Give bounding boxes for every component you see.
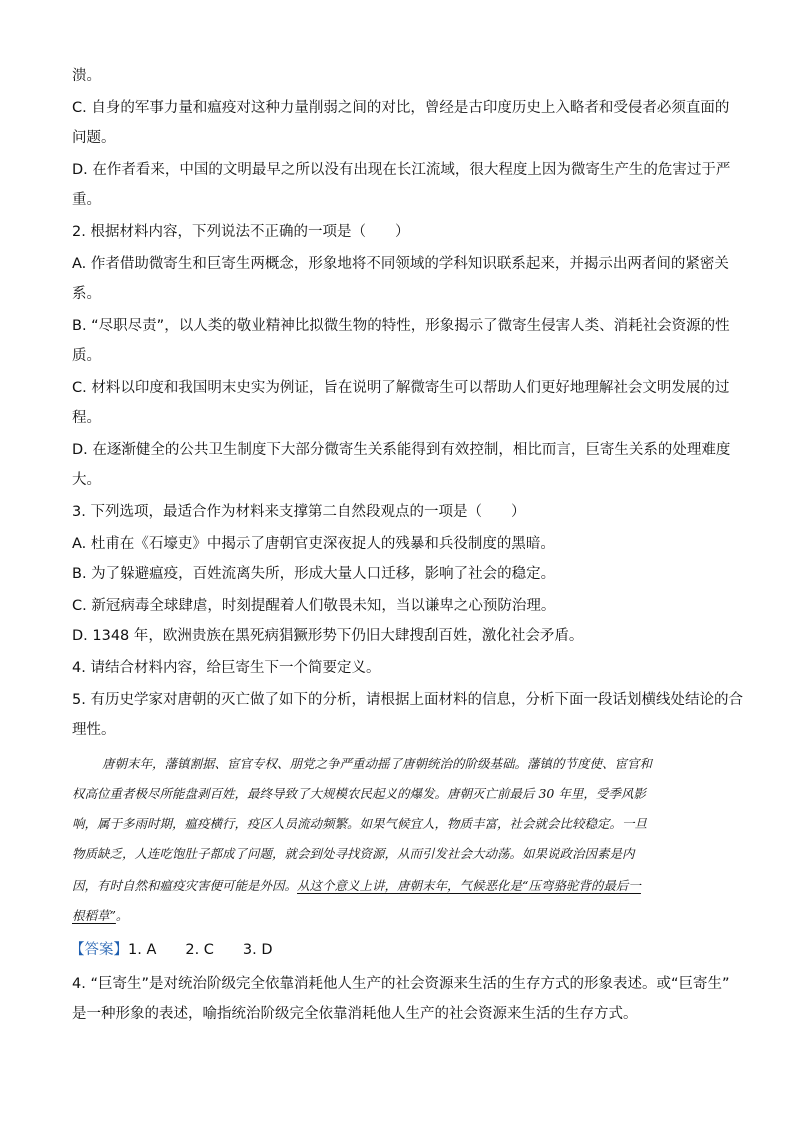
answer-label: 【答案】 bbox=[70, 942, 128, 958]
option-a-line: A. 作者借助微寄生和巨寄生两概念，形象地将不同领域的学科知识联系起来，并揭示出两者间的紧密关 bbox=[72, 256, 729, 272]
option-d-line: D. 在逐渐健全的公共卫生制度下大部分微寄生关系能得到有效控制，相比而言，巨寄生关系的处理难度 bbox=[72, 442, 731, 458]
option-d-line: D. 1348 年，欧洲贵族在黑死病猖獗形势下仍旧大肆搜刮百姓，激化社会矛盾。 bbox=[72, 628, 584, 644]
option-a-line: A. 杜甫在《石壕吏》中揭示了唐朝官吏深夜捉人的残暴和兵役制度的黑暗。 bbox=[72, 536, 555, 552]
option-c-line: C. 材料以印度和我国明末史实为例证，旨在说明了解微寄生可以帮助人们更好地理解社会文明发展的过 bbox=[72, 380, 730, 396]
underlined-conclusion: 根稻草” bbox=[72, 908, 116, 923]
option-d-line: D. 在作者看来，中国的文明最早之所以没有出现在长江流域，很大程度上因为微寄生产生的危害过于严 bbox=[72, 162, 731, 178]
text-line: 理性。 bbox=[72, 722, 116, 738]
quote-line: 响，属于多雨时期，瘟疫横行，疫区人员流动频繁。如果气候宜人，物质丰富，社会就会比较稳定。一旦 bbox=[72, 816, 648, 831]
text-line: 质。 bbox=[72, 348, 101, 364]
question-3: 3. 下列选项，最适合作为材料来支撑第二自然段观点的一项是（ ） bbox=[72, 504, 526, 520]
option-b-line: B. “尽职尽责”，以人类的敬业精神比拟微生物的特性，形象揭示了微寄生侵害人类、消耗社会资源的性 bbox=[72, 318, 730, 334]
quote-line: 权高位重者极尽所能盘剥百姓，最终导致了大规模农民起义的爆发。唐朝灭亡前最后 30 年里，受季风影 bbox=[72, 786, 646, 801]
quote-text: 。 bbox=[115, 908, 129, 923]
quote-line: 物质缺乏，人连吃饱肚子都成了问题，就会到处寻找资源，从而引发社会大动荡。如果说政治因素是内 bbox=[72, 846, 635, 861]
option-c-line: C. 自身的军事力量和瘟疫对这种力量削弱之间的对比，曾经是古印度历史上入略者和受侵者必须直面的 bbox=[72, 100, 730, 116]
text-line: 溃。 bbox=[72, 68, 101, 84]
explanation-line: 4. “巨寄生”是对统治阶级完全依靠消耗他人生产的社会资源来生活的生存方式的形象表述。或“巨寄生” bbox=[72, 976, 730, 992]
text-line: 大。 bbox=[72, 472, 101, 488]
text-line: 重。 bbox=[72, 192, 101, 208]
text-line: 问题。 bbox=[72, 130, 116, 146]
quote-line bbox=[72, 906, 722, 926]
question-4: 4. 请结合材料内容，给巨寄生下一个简要定义。 bbox=[72, 660, 381, 676]
question-2: 2. 根据材料内容，下列说法不正确的一项是（ ） bbox=[72, 224, 410, 240]
text-line: 系。 bbox=[72, 286, 101, 302]
option-b-line: B. 为了躲避瘟疫，百姓流离失所，形成大量人口迁移，影响了社会的稳定。 bbox=[72, 566, 556, 582]
question-5: 5. 有历史学家对唐朝的灭亡做了如下的分析，请根据上面材料的信息，分析下面一段话划横线处结论的合 bbox=[72, 692, 743, 708]
quote-line bbox=[72, 876, 722, 896]
text-line: 程。 bbox=[72, 410, 101, 426]
quote-line: 唐朝末年，藩镇割据、宦官专权、朋党之争严重动摇了唐朝统治的阶级基础。藩镇的节度使、宦官和 bbox=[102, 756, 653, 771]
answer-line bbox=[70, 940, 273, 960]
explanation-line: 是一种形象的表述，喻指统治阶级完全依靠消耗他人生产的社会资源来生活的生存方式。 bbox=[72, 1006, 638, 1022]
answer-text: 1. A 2. C 3. D bbox=[128, 942, 273, 958]
underlined-conclusion: 从这个意义上讲，唐朝末年，气候恶化是“压弯骆驼背的最后一 bbox=[297, 878, 641, 893]
option-c-line: C. 新冠病毒全球肆虐，时刻提醒着人们敬畏未知，当以谦卑之心预防治理。 bbox=[72, 598, 556, 614]
quote-text: 因，有时自然和瘟疫灾害便可能是外因。 bbox=[72, 878, 298, 893]
